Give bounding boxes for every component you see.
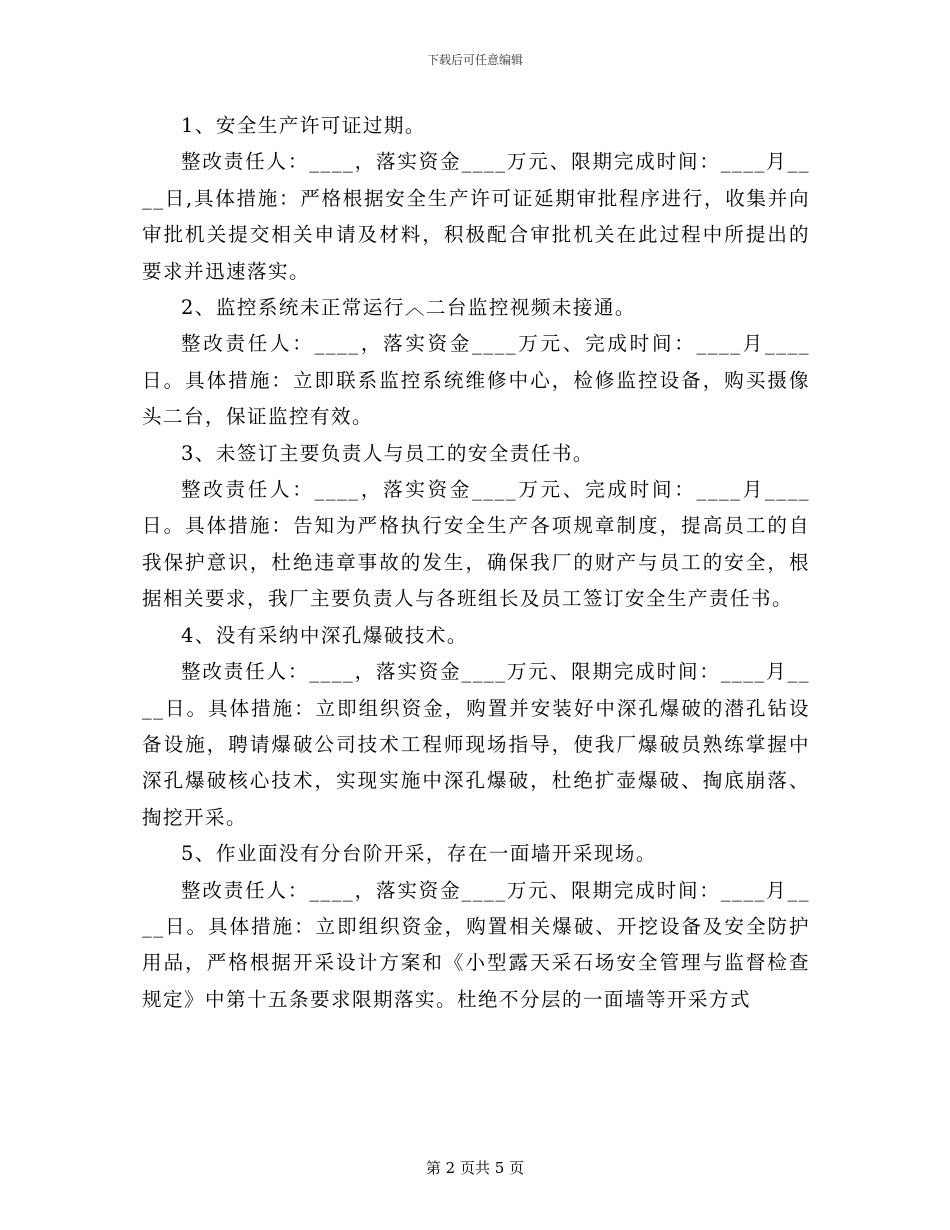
item-detail-3: 整改责任人：____，落实资金____万元、完成时间：____月____日。具体措施：告知为严格执行安全生产各项规章制度，提高员工的自我保护意识，杜绝违章事故的发生，确保我厂的财产与员工的安全，根据相关要求，我厂主要负责人与各班组长及员工签订安全生产责任书。 <box>142 478 810 611</box>
item-heading-3: 3、未签订主要负责人与员工的安全责任书。 <box>181 441 594 465</box>
page-header: 下载后可任意编辑 <box>426 53 523 67</box>
item-detail-2: 整改责任人：____，落实资金____万元、完成时间：____月____日。具体措施：立即联系监控系统维修中心，检修监控设备，购买摄像头二台，保证监控有效。 <box>142 332 810 429</box>
item-heading-4: 4、没有采纳中深孔爆破技术。 <box>181 623 468 647</box>
item-heading-1: 1、安全生产许可证过期。 <box>181 114 426 137</box>
item-detail-1: 整改责任人：____，落实资金____万元、限期完成时间：____月____日,具体措施：严格根据安全生产许可证延期审批程序进行，收集并向审批机关提交相关申请及材料，积极配合审批机关在此过程中所提出的要求并迅速落实。 <box>142 150 810 283</box>
item-heading-2: 2、监控系统未正常运行︿二台监控视频未接通。 <box>181 296 636 320</box>
page-number: 第 2 页共 5 页 <box>425 1159 525 1177</box>
item-heading-5: 5、作业面没有分台阶开采，存在一面墙开采现场。 <box>181 842 657 866</box>
item-detail-5: 整改责任人：____，落实资金____万元、限期完成时间：____月____日。具体措施：立即组织资金，购置相关爆破、开挖设备及安全防护用品，严格根据开采设计方案和《小型露天采石场安全管理与监督检查规定》中第十五条要求限期落实。杜绝不分层的一面墙等开采方式 <box>142 878 810 1011</box>
item-detail-4: 整改责任人：____，落实资金____万元、限期完成时间：____月____日。具体措施：立即组织资金，购置并安装好中深孔爆破的潜孔钻设备设施，聘请爆破公司技术工程师现场指导，使我厂爆破员熟练掌握中深孔爆破核心技术，实现实施中深孔爆破，杜绝扩壶爆破、掏底崩落、掏挖开采。 <box>142 660 810 829</box>
document-body <box>142 108 810 1018</box>
